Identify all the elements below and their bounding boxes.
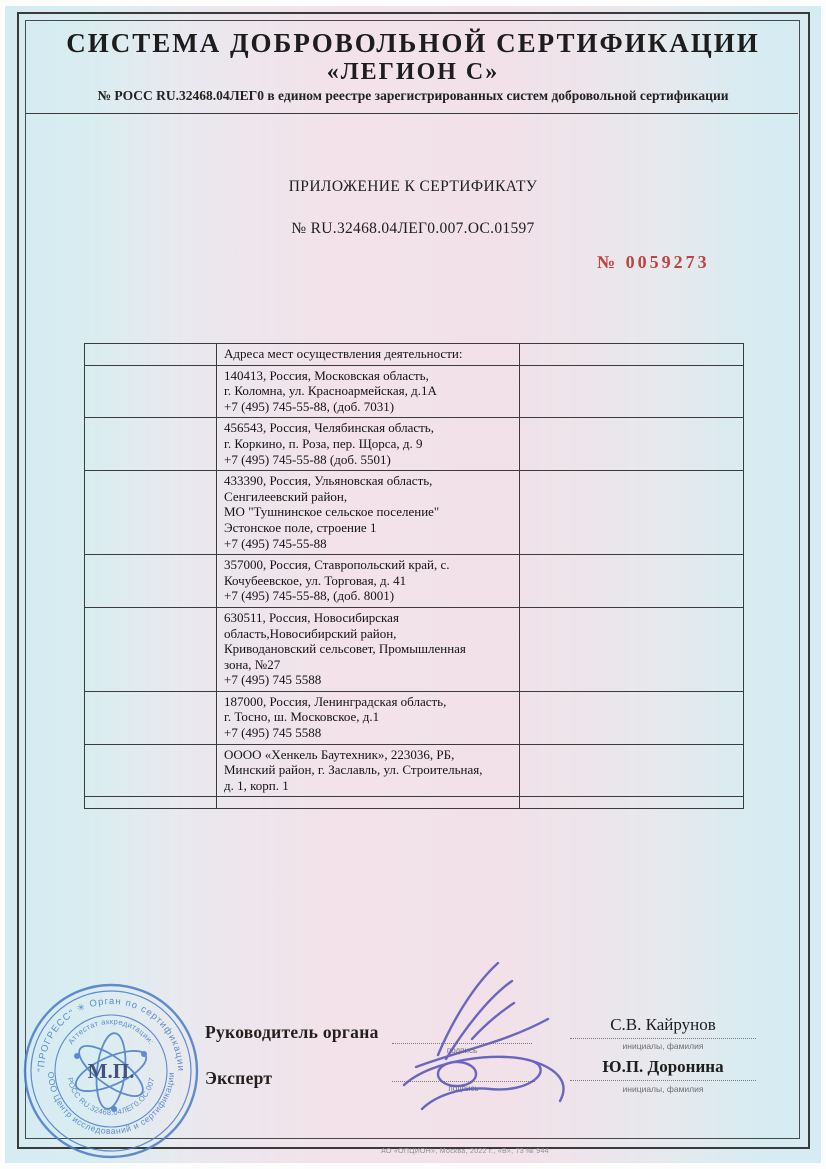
table-line: область,Новосибирский район, (224, 625, 397, 641)
table-cell-address (217, 471, 520, 554)
table-cell-empty (520, 745, 743, 797)
table-cell-address (217, 608, 520, 691)
table-line: 187000, Россия, Ленинградская область, (224, 693, 447, 709)
signature-caption-expert: подпись (448, 1084, 479, 1093)
table-cell-empty (85, 692, 217, 744)
system-name: «ЛЕГИОН С» (326, 59, 500, 85)
table-cell-address (217, 692, 520, 744)
table-row (85, 365, 743, 418)
table-line: +7 (495) 745-55-88 (доб. 5501) (224, 451, 391, 467)
addresses-table (84, 343, 744, 809)
expert-name: Ю.П. Доронина (602, 1057, 724, 1076)
table-line: Криводановский сельсовет, Промышленная (224, 641, 466, 657)
table-cell-empty (520, 555, 743, 607)
table-line: зона, №27 (224, 656, 281, 672)
table-cell-empty (85, 555, 217, 607)
table-line: +7 (495) 745-55-88 (224, 535, 327, 551)
table-line: д. 1, корп. 1 (224, 777, 289, 793)
round-stamp-icon (22, 982, 200, 1160)
stamp-accreditation-number: РОСС RU.32468.04ЛЕГ0.ОС.007 (65, 1076, 157, 1118)
table-line: 456543, Россия, Челябинская область, (224, 420, 434, 436)
expert-label: Эксперт (205, 1068, 273, 1088)
signature-caption-head: подпись (446, 1046, 478, 1055)
stamp-mp-label: М.П. (87, 1059, 135, 1083)
table-line: ОООО «Хенкель Баутехник», 223036, РБ, (224, 746, 455, 762)
table-line: 630511, Россия, Новосибирская (224, 609, 399, 625)
table-cell-empty (85, 418, 217, 470)
head-name: С.В. Кайрунов (610, 1015, 716, 1034)
table-line: 357000, Россия, Ставропольский край, с. (224, 557, 450, 573)
table-line: +7 (495) 745 5588 (224, 725, 322, 741)
stamp-ring-top-text: "ПРОГРЕСС" ✳ Орган по сертификации (35, 995, 187, 1073)
table-line: +7 (495) 745-55-88, (доб. 7031) (224, 398, 395, 414)
table-line: 140413, Россия, Московская область, (224, 367, 429, 383)
table-line: г. Коломна, ул. Красноармейская, д.1А (224, 383, 437, 399)
table-line: г. Коркино, п. Роза, пер. Щорса, д. 9 (224, 435, 423, 451)
table-cell-empty (85, 471, 217, 554)
handwritten-signatures (380, 955, 590, 1120)
stamp-accreditation-text: Аттестат аккредитации: (66, 1016, 156, 1047)
table-header-row (85, 344, 743, 365)
expert-name-line (570, 1080, 756, 1081)
table-line: 433390, Россия, Ульяновская область, (224, 473, 433, 489)
table-row (85, 554, 743, 607)
stamp-ring-bottom-text: ООО Центр исследований и сертификации (45, 1071, 177, 1137)
table-cell-address (217, 418, 520, 470)
table-cell-empty (520, 418, 743, 470)
table-cell-empty (520, 797, 743, 808)
table-cell-empty (520, 692, 743, 744)
table-line: +7 (495) 745-55-88, (доб. 8001) (224, 588, 395, 604)
head-of-body-label: Руководитель органа (205, 1022, 379, 1042)
head-name-caption: инициалы, фамилия (622, 1041, 704, 1051)
expert-name-caption: инициалы, фамилия (622, 1084, 704, 1094)
table-cell-empty (520, 366, 743, 418)
table-cell-empty (85, 745, 217, 797)
table-cell-address (217, 745, 520, 797)
appendix-title: ПРИЛОЖЕНИЕ К СЕРТИФИКАТУ (288, 178, 538, 195)
table-cell-empty (217, 797, 520, 808)
head-name-line (570, 1038, 756, 1039)
printing-house-info: АО «ОПЦИОН», Москва, 2022 г., «В», 73 № 944 (381, 1148, 549, 1155)
table-line: Эстонское поле, строение 1 (224, 519, 377, 535)
table-line: +7 (495) 745 5588 (224, 672, 322, 688)
header-divider (26, 113, 798, 114)
system-title: СИСТЕМА ДОБРОВОЛЬНОЙ СЕРТИФИКАЦИИ (66, 28, 760, 58)
table-line: МО "Тушнинское сельское поселение" (224, 504, 440, 520)
table-line: Минский район, г. Заславль, ул. Строительная, (224, 762, 483, 778)
table-row-empty (85, 796, 743, 808)
table-line: Адреса мест осуществления деятельности: (224, 346, 463, 361)
table-cell-empty (520, 344, 743, 365)
table-row (85, 607, 743, 691)
certificate-number: № RU.32468.04ЛЕГ0.007.ОС.01597 (291, 220, 535, 237)
table-row (85, 691, 743, 744)
table-cell-header (217, 344, 520, 365)
blank-serial-number: № 0059273 (597, 252, 710, 272)
table-cell-empty (85, 366, 217, 418)
registry-number-line: № РОСС RU.32468.04ЛЕГ0 в едином реестре зарегистрированных систем добровольной сертификации (97, 88, 729, 103)
table-cell-empty (85, 608, 217, 691)
table-cell-empty (85, 344, 217, 365)
table-row (85, 417, 743, 470)
table-cell-empty (520, 608, 743, 691)
table-cell-address (217, 366, 520, 418)
table-line: Сенгилеевский район, (224, 488, 348, 504)
table-cell-empty (85, 797, 217, 808)
table-line: г. Тосно, ш. Московское, д.1 (224, 709, 380, 725)
table-row (85, 744, 743, 797)
table-cell-empty (520, 471, 743, 554)
table-row (85, 470, 743, 554)
table-line: Кочубеевское, ул. Торговая, д. 41 (224, 572, 407, 588)
svg-text:Аттестат аккредитации: (66, 1017, 156, 1046)
table-cell-address (217, 555, 520, 607)
